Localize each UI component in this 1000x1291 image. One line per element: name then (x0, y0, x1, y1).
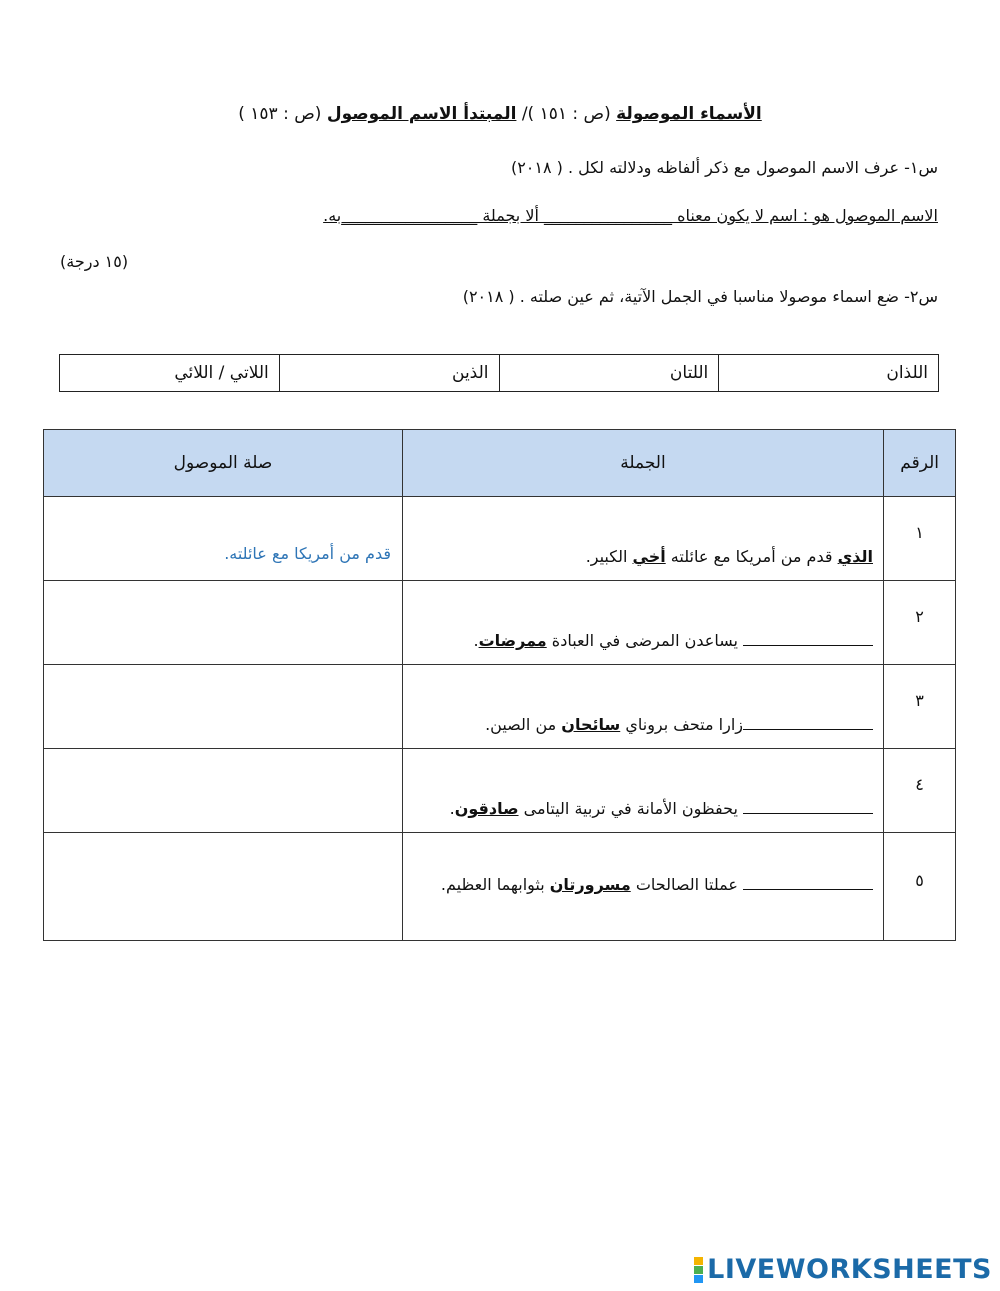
word-bank-item: اللاتي / اللائي (60, 355, 280, 392)
sentence-cell (403, 833, 884, 941)
answer-text (45, 666, 401, 712)
answer-text: قدم من أمريكا مع عائلته. (224, 544, 391, 563)
blank-input[interactable] (743, 631, 873, 646)
answer-cell[interactable] (44, 497, 403, 581)
row-number: ١ (884, 497, 956, 581)
table-row (44, 749, 956, 833)
sentence-text: بثوابهما العظيم. (440, 875, 550, 894)
title-topic: الأسماء الموصولة (616, 104, 762, 124)
word-bank-item: الذين (279, 355, 499, 392)
brand-text: LIVEWORKSHEETS (707, 1254, 992, 1285)
header-sentence: الجملة (403, 430, 884, 497)
relative-pronoun: الذي (837, 547, 873, 566)
sentence-text: الكبير. (585, 547, 633, 566)
answer-cell[interactable] (44, 749, 403, 833)
sentence-text: يساعدن المرضى في العبادة (546, 631, 743, 650)
sentence-cell (403, 581, 884, 665)
sentence-cell (403, 665, 884, 749)
sentence-text: . (473, 631, 479, 650)
title-subtopic: المبتدأ الاسم الموصول (326, 104, 517, 124)
blank-input[interactable] (743, 715, 873, 730)
answer-text (45, 834, 401, 880)
grade-label: (١٥ درجة) (60, 252, 129, 271)
sentence-text: قدم من أمريكا مع عائلته (665, 547, 838, 566)
brand-icon (694, 1257, 703, 1283)
subject-word: أخي (632, 547, 666, 566)
word-bank-item: اللتان (499, 355, 719, 392)
answer-text (45, 750, 401, 796)
worksheet-title (0, 104, 1000, 124)
sentence-cell (403, 497, 884, 581)
liveworksheets-logo (694, 1254, 992, 1285)
subject-word: سائحان (561, 715, 621, 734)
question-1-definition[interactable]: الاسم الموصول هو : اسم لا يكون معناه ________________ ألا بجملة _________________به. (323, 206, 938, 225)
answer-cell[interactable] (44, 665, 403, 749)
blank-input[interactable] (743, 799, 873, 814)
subject-word: صادقون (454, 799, 519, 818)
row-number: ٢ (884, 581, 956, 665)
table-row (44, 497, 956, 581)
sentence-text: . (449, 799, 455, 818)
answer-cell[interactable] (44, 581, 403, 665)
word-bank-item: اللذان (719, 355, 939, 392)
table-row (44, 581, 956, 665)
header-relative-clause: صلة الموصول (44, 430, 403, 497)
blank-input[interactable] (743, 875, 873, 890)
question-1: س١- عرف الاسم الموصول مع ذكر ألفاظه ودلالته لكل . ( ٢٠١٨) (510, 158, 938, 177)
word-bank-table (59, 354, 939, 392)
title-page-ref-2: (ص : ١٥٣ ) (238, 104, 327, 124)
table-row (44, 833, 956, 941)
answer-text (45, 582, 401, 628)
subject-word: ممرضات (478, 631, 547, 650)
table-header-row (44, 430, 956, 497)
exercise-table (43, 429, 956, 941)
table-row (44, 665, 956, 749)
sentence-text: زارا متحف بروناي (620, 715, 743, 734)
sentence-cell (403, 749, 884, 833)
header-number: الرقم (884, 430, 956, 497)
sentence-text: من الصين. (485, 715, 562, 734)
row-number: ٤ (884, 749, 956, 833)
answer-cell[interactable] (44, 833, 403, 941)
title-page-ref: (ص : ١٥١ )/ (516, 104, 617, 124)
row-number: ٣ (884, 665, 956, 749)
sentence-text: يحفظون الأمانة في تربية اليتامى (518, 799, 743, 818)
row-number: ٥ (884, 833, 956, 941)
sentence-text: عملتا الصالحات (630, 875, 743, 894)
question-2: س٢- ضع اسماء موصولا مناسبا في الجمل الآتية، ثم عين صلته . ( ٢٠١٨) (462, 287, 938, 306)
subject-word: مسرورتان (549, 875, 631, 894)
